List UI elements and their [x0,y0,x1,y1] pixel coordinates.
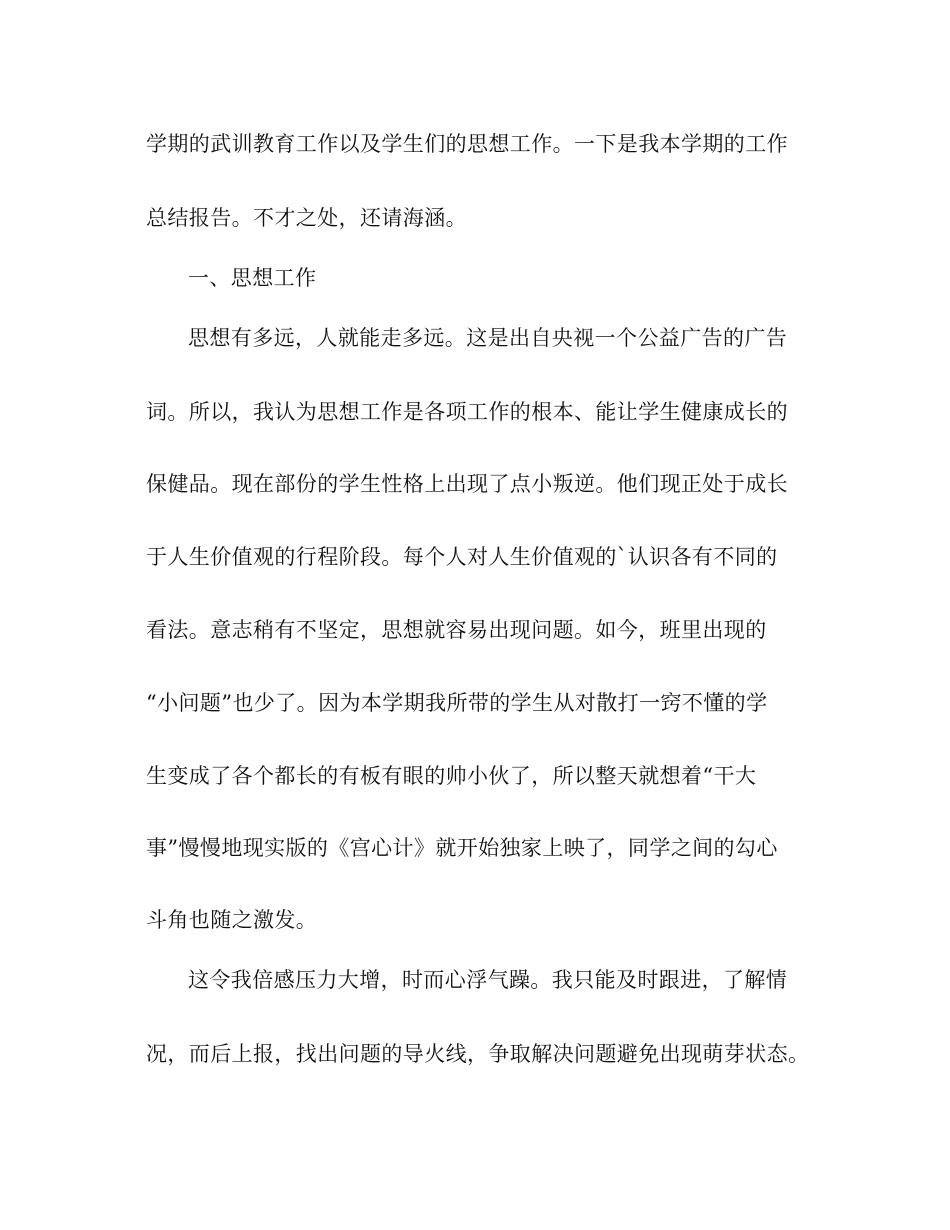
paragraph-line: 这令我倍感压力大增，时而心浮气躁。我只能及时跟进，了解情 [188,968,788,992]
paragraph-line: 事”慢慢地现实版的《宫心计》就开始独家上映了，同学之间的勾心 [146,836,778,860]
paragraph-line: 况，而后上报，找出问题的导火线，争取解决问题避免出现萌芽状态。 [146,1042,810,1066]
paragraph-line: 思想有多远，人就能走多远。这是出自央视一个公益广告的广告 [188,326,788,350]
paragraph-line: 生变成了各个都长的有板有眼的帅小伙了，所以整天就想着“干大 [146,764,757,788]
paragraph-line: 保健品。现在部份的学生性格上出现了点小叛逆。他们现正处于成长 [146,472,788,496]
paragraph-line: 总结报告。不才之处，还请海涵。 [146,206,467,230]
paragraph-line: 词。所以，我认为思想工作是各项工作的根本、能让学生健康成长的 [146,400,788,424]
paragraph-line: 看法。意志稍有不坚定，思想就容易出现问题。如今，班里出现的 [146,618,767,642]
section-heading: 一、思想工作 [188,266,317,290]
paragraph-line: 于人生价值观的行程阶段。每个人对人生价值观的`认识各有不同的 [146,545,778,569]
paragraph-line: 斗角也随之激发。 [146,908,318,932]
paragraph-line: “小问题”也少了。因为本学期我所带的学生从对散打一窍不懂的学 [146,691,768,715]
paragraph-line: 学期的武训教育工作以及学生们的思想工作。一下是我本学期的工作 [146,132,788,156]
